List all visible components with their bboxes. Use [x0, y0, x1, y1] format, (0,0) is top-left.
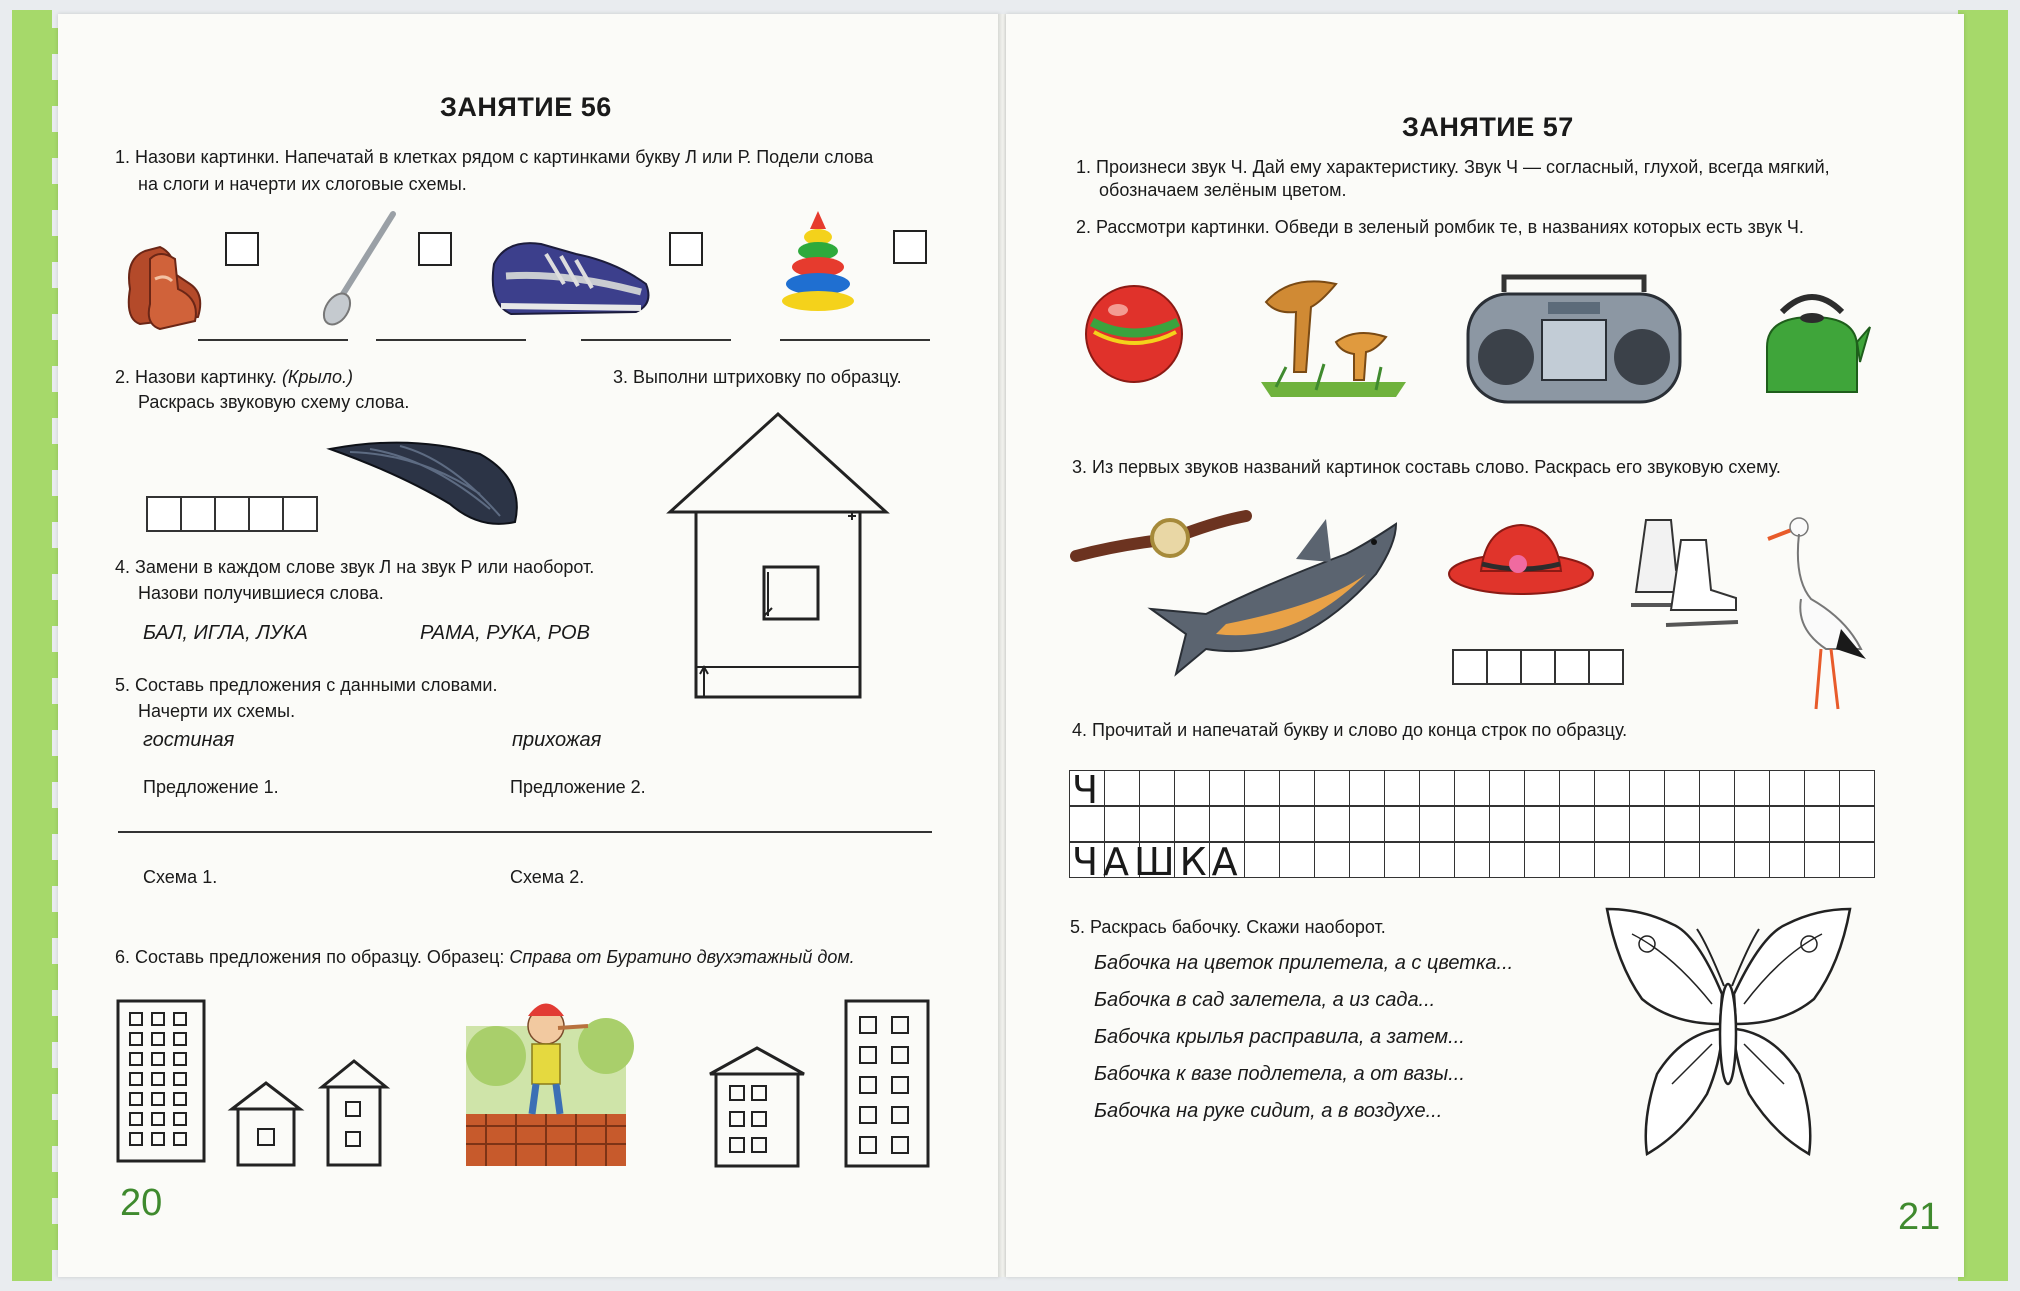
grid-cell[interactable] [1524, 770, 1560, 806]
grid-cell[interactable] [1524, 842, 1560, 878]
window [860, 1107, 876, 1123]
butterfly-line-3: Бабочка крылья расправила, а затем... [1094, 1026, 1465, 1048]
grid-cell[interactable] [1419, 806, 1455, 842]
window [130, 1093, 142, 1105]
grid-cell[interactable] [1314, 806, 1350, 842]
grid-cell[interactable] [1244, 842, 1280, 878]
grid-cell[interactable] [1664, 770, 1700, 806]
words-group-b: РАМА, РУКА, РОВ [420, 622, 590, 644]
grid-cell[interactable] [1629, 770, 1665, 806]
task4-text-2: Назови получившиеся слова. [138, 583, 384, 603]
spoon-icon [323, 209, 403, 329]
task6-text: 6. Составь предложения по образцу. [115, 947, 422, 967]
building-icon [230, 1079, 302, 1169]
sentence-write-line[interactable] [118, 831, 932, 833]
task4-text: 4. Замени в каждом слове звук Л на звук Р или наоборот. [115, 557, 595, 577]
grid-cell[interactable] [1139, 806, 1175, 842]
window [152, 1073, 164, 1085]
grid-cell[interactable] [1769, 842, 1805, 878]
window [892, 1137, 908, 1153]
answer-line-1 [198, 339, 348, 341]
grid-cell[interactable] [1419, 842, 1455, 878]
grid-cell[interactable] [1244, 770, 1280, 806]
task6-line [115, 944, 855, 970]
window [152, 1093, 164, 1105]
grid-cell[interactable] [1734, 770, 1770, 806]
task4-text: 4. Прочитай и напечатай букву и слово до конца строк по образцу. [1072, 720, 1628, 740]
lesson-56-title: ЗАНЯТИЕ 56 [440, 92, 612, 122]
window [860, 1077, 876, 1093]
grid-cell[interactable] [1559, 806, 1595, 842]
window [174, 1033, 186, 1045]
answer-cell-1[interactable] [225, 232, 259, 266]
grid-cell[interactable] [1769, 806, 1805, 842]
grid-cell[interactable] [1314, 842, 1350, 878]
grid-cell[interactable] [1594, 842, 1630, 878]
task1-text-2: обозначаем зелёным цветом. [1099, 180, 1347, 200]
grid-cell[interactable] [1384, 770, 1420, 806]
grid-cell[interactable] [1314, 770, 1350, 806]
window [130, 1053, 142, 1065]
grid-cell[interactable] [1454, 806, 1490, 842]
task3-text: 3. Выполни штриховку по образцу. [613, 367, 902, 387]
letter-grid-row-2[interactable] [1070, 806, 1875, 842]
sample-letter: Ч [1072, 768, 1104, 812]
page-number-left: 20 [120, 1182, 163, 1224]
stork-icon [1766, 509, 1876, 714]
window [174, 1073, 186, 1085]
window [152, 1133, 164, 1145]
task6-sample: Справа от Буратино двухэтажный дом. [509, 947, 855, 967]
building-icon [116, 999, 208, 1164]
grid-cell[interactable] [1279, 770, 1315, 806]
task1-text: 1. Назови картинки. Напечатай в клетках рядом с картинками букву Л или Р. Подели слова [115, 147, 874, 167]
sneaker-icon [486, 224, 656, 324]
butterfly-line-5: Бабочка на руке сидит, а в воздухе... [1094, 1100, 1443, 1122]
window [152, 1013, 164, 1025]
grid-cell[interactable] [1524, 806, 1560, 842]
grid-cell[interactable] [1349, 770, 1385, 806]
answer-line-4 [780, 339, 930, 341]
window [860, 1047, 876, 1063]
grid-cell[interactable] [1279, 842, 1315, 878]
butterfly-line-2: Бабочка в сад залетела, а из сада... [1094, 989, 1436, 1011]
window [892, 1077, 908, 1093]
grid-cell[interactable] [1104, 770, 1140, 806]
grid-cell[interactable] [1839, 770, 1875, 806]
grid-cell[interactable] [1454, 842, 1490, 878]
wing-icon [330, 434, 530, 534]
skates-icon [1626, 510, 1741, 630]
grid-cell[interactable] [1734, 806, 1770, 842]
mushroom-icon [1256, 272, 1416, 402]
building-icon [708, 1044, 806, 1169]
grid-cell[interactable] [1839, 806, 1875, 842]
shoes-icon [120, 229, 210, 339]
grid-cell[interactable] [1349, 842, 1385, 878]
window [130, 1073, 142, 1085]
task5-text: 5. Раскрась бабочку. Скажи наоборот. [1070, 917, 1386, 937]
task3-text: 3. Из первых звуков названий картинок составь слово. Раскрась его звуковую схему. [1072, 457, 1781, 477]
window [892, 1047, 908, 1063]
grid-cell[interactable] [1594, 806, 1630, 842]
grid-cell[interactable] [1244, 806, 1280, 842]
task2-text: 2. Рассмотри картинки. Обведи в зеленый ромбик те, в названиях которых есть звук Ч. [1076, 217, 1804, 237]
grid-cell[interactable] [1489, 806, 1525, 842]
grid-cell[interactable] [1699, 842, 1735, 878]
window [174, 1133, 186, 1145]
butterfly-line-1: Бабочка на цветок прилетела, а с цветка... [1094, 952, 1514, 974]
building-icon [844, 999, 932, 1169]
grid-cell[interactable] [1839, 842, 1875, 878]
window [152, 1113, 164, 1125]
page-number-right: 21 [1898, 1196, 1941, 1238]
grid-cell[interactable] [1664, 806, 1700, 842]
sample-word: ЧАШКА [1072, 840, 1243, 884]
window [130, 1013, 142, 1025]
grid-cell[interactable] [1559, 770, 1595, 806]
left-page [58, 14, 1000, 1277]
task2-text: 2. Назови картинку. [115, 367, 277, 387]
window [174, 1093, 186, 1105]
grid-cell[interactable] [1629, 806, 1665, 842]
task2-text-2: Раскрась звуковую схему слова. [138, 392, 410, 412]
grid-cell[interactable] [1629, 842, 1665, 878]
grid-cell[interactable] [1139, 770, 1175, 806]
grid-cell[interactable] [1209, 770, 1245, 806]
window [860, 1017, 876, 1033]
task1-text: 1. Произнеси звук Ч. Дай ему характеристику. Звук Ч — согласный, глухой, всегда мягкий, [1076, 157, 1830, 177]
grid-cell[interactable] [1384, 806, 1420, 842]
window [152, 1053, 164, 1065]
sound-scheme-wing[interactable] [148, 496, 318, 532]
sound-scheme-word[interactable] [1454, 649, 1624, 685]
task2-line [115, 364, 353, 390]
radio-icon [1464, 272, 1684, 407]
grid-cell[interactable] [1769, 770, 1805, 806]
scheme-1-label: Схема 1. [143, 867, 218, 887]
word-gostinaya: гостиная [143, 729, 235, 751]
pyramid-toy-icon [778, 209, 858, 319]
butterfly-icon[interactable] [1602, 904, 1854, 1164]
answer-cell-2[interactable] [418, 232, 452, 266]
right-green-edge [1958, 10, 2008, 1281]
task1-text-2: на слоги и начерти их слоговые схемы. [138, 174, 467, 194]
building-icon [320, 1057, 388, 1169]
grid-cell[interactable] [1209, 806, 1245, 842]
house-icon [666, 412, 906, 702]
answer-line-2 [376, 339, 526, 341]
grid-cell[interactable] [1804, 806, 1840, 842]
left-green-edge [12, 10, 52, 1281]
grid-cell[interactable] [1174, 770, 1210, 806]
grid-cell[interactable] [1279, 806, 1315, 842]
ball-icon [1082, 282, 1186, 386]
task6-sample-label: Образец: [426, 947, 505, 967]
grid-cell[interactable] [1804, 842, 1840, 878]
grid-cell[interactable] [1664, 842, 1700, 878]
right-page [1006, 14, 1964, 1277]
grid-cell[interactable] [1454, 770, 1490, 806]
grid-cell[interactable] [1699, 770, 1735, 806]
grid-cell[interactable] [1804, 770, 1840, 806]
hat-icon [1446, 519, 1596, 599]
shark-icon [1146, 514, 1406, 684]
task2-hint: (Крыло.) [281, 367, 353, 387]
grid-cell[interactable] [1384, 842, 1420, 878]
grid-cell[interactable] [1559, 842, 1595, 878]
kettle-icon [1752, 282, 1872, 402]
task5-text-2: Начерти их схемы. [138, 701, 296, 721]
grid-cell[interactable] [1594, 770, 1630, 806]
window [892, 1017, 908, 1033]
grid-cell[interactable] [1734, 842, 1770, 878]
butterfly-line-4: Бабочка к вазе подлетела, а от вазы... [1094, 1063, 1465, 1085]
grid-cell[interactable] [1489, 770, 1525, 806]
grid-cell[interactable] [1489, 842, 1525, 878]
window [174, 1113, 186, 1125]
sentence-1-label: Предложение 1. [143, 777, 279, 797]
answer-line-3 [581, 339, 731, 341]
sentence-2-label: Предложение 2. [510, 777, 646, 797]
words-group-a: БАЛ, ИГЛА, ЛУКА [143, 622, 308, 644]
window [860, 1137, 876, 1153]
answer-cell-4[interactable] [893, 230, 927, 264]
window [892, 1107, 908, 1123]
window [130, 1113, 142, 1125]
window [174, 1053, 186, 1065]
window [152, 1033, 164, 1045]
grid-cell[interactable] [1104, 806, 1140, 842]
window [174, 1013, 186, 1025]
grid-cell[interactable] [1174, 806, 1210, 842]
grid-cell[interactable] [1699, 806, 1735, 842]
lesson-57-title: ЗАНЯТИЕ 57 [1402, 112, 1574, 142]
window [130, 1033, 142, 1045]
window [130, 1133, 142, 1145]
grid-cell[interactable] [1349, 806, 1385, 842]
answer-cell-3[interactable] [669, 232, 703, 266]
pinocchio-icon [466, 986, 626, 1166]
grid-cell[interactable] [1419, 770, 1455, 806]
letter-grid-row-1[interactable] [1070, 770, 1875, 806]
task5-text: 5. Составь предложения с данными словами. [115, 675, 498, 695]
scheme-2-label: Схема 2. [510, 867, 585, 887]
word-prikhozhaya: прихожая [512, 729, 602, 751]
